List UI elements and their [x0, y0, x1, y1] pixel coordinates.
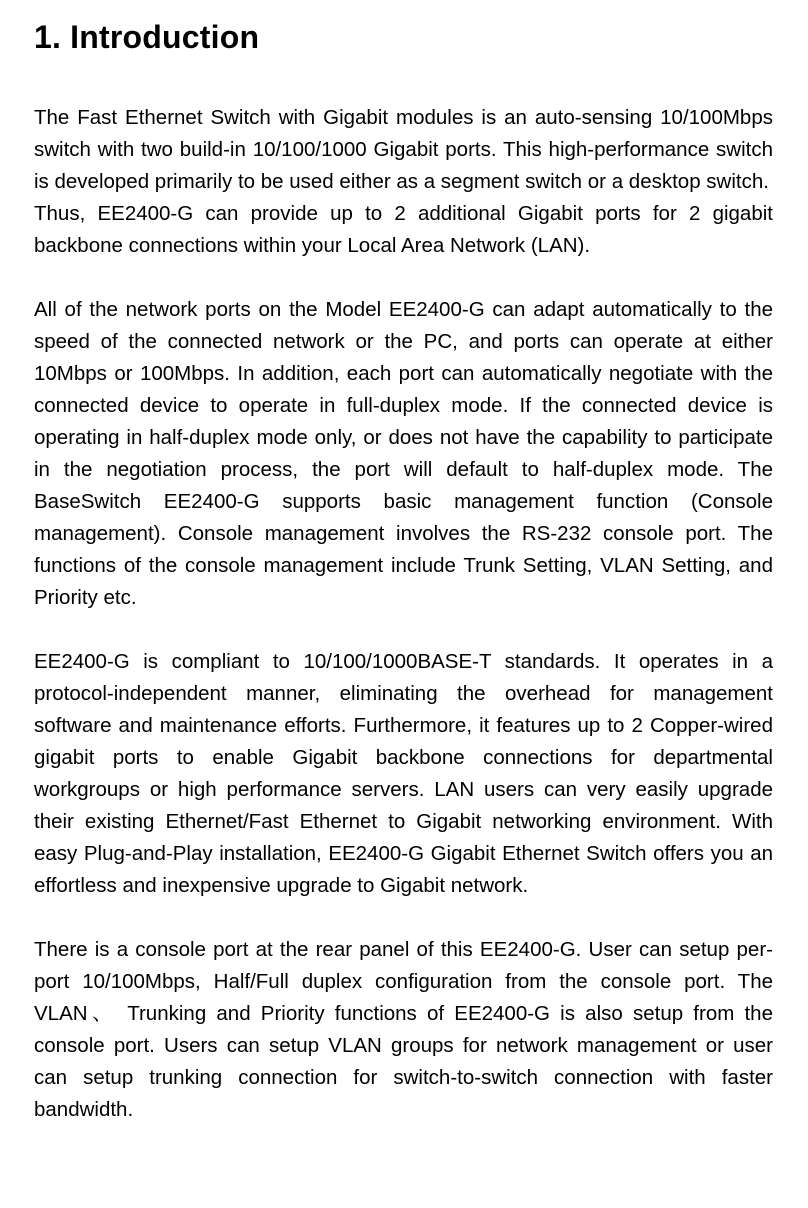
paragraph-intro: The Fast Ethernet Switch with Gigabit modules is an auto-sensing 10/100Mbps switch with two build-in 10/100/1000 Gigabit ports. This high-performance switch is developed primarily to be used either as a segment switch or a desktop switch.: [34, 106, 773, 193]
paragraph-console-port: There is a console port at the rear panel of this EE2400-G. User can setup per-port 10/100Mbps, Half/Full duplex configuration from the console port. The VLAN、 Trunking and Priority functions of EE2400-G is also setup from the console port. Users can setup VLAN groups for network management or user can setup trunking connection for switch-to-switch connection with faster bandwidth.: [34, 938, 773, 1121]
document-page: [34, 14, 773, 1158]
paragraph-network-ports: All of the network ports on the Model EE2400-G can adapt automatically to the speed of the connected network or the PC, and ports can operate at either 10Mbps or 100Mbps. In addition, each port can automatically negotiate with the connected device to operate in full-duplex mode. If the connected device is operating in half-duplex mode only, or does not have the capability to participate in the negotiation process, the port will default to half-duplex mode. The BaseSwitch EE2400-G supports basic management function (Console management). Console management involves the RS-232 console port. The functions of the console management include Trunk Setting, VLAN Setting, and Priority etc.: [34, 298, 773, 609]
paragraph-gigabit-ports: Thus, EE2400-G can provide up to 2 additional Gigabit ports for 2 gigabit backbone connections within your Local Area Network (LAN).: [34, 202, 773, 257]
paragraph-standards: EE2400-G is compliant to 10/100/1000BASE-T standards. It operates in a protocol-independent manner, eliminating the overhead for management software and maintenance efforts. Furthermore, it features up to 2 Copper-wired gigabit ports to enable Gigabit backbone connections for departmental workgroups or high performance servers. LAN users can very easily upgrade their existing Ethernet/Fast Ethernet to Gigabit networking environment. With easy Plug-and-Play installation, EE2400-G Gigabit Ethernet Switch offers you an effortless and inexpensive upgrade to Gigabit network.: [34, 650, 773, 897]
section-heading: 1. Introduction: [34, 19, 260, 55]
